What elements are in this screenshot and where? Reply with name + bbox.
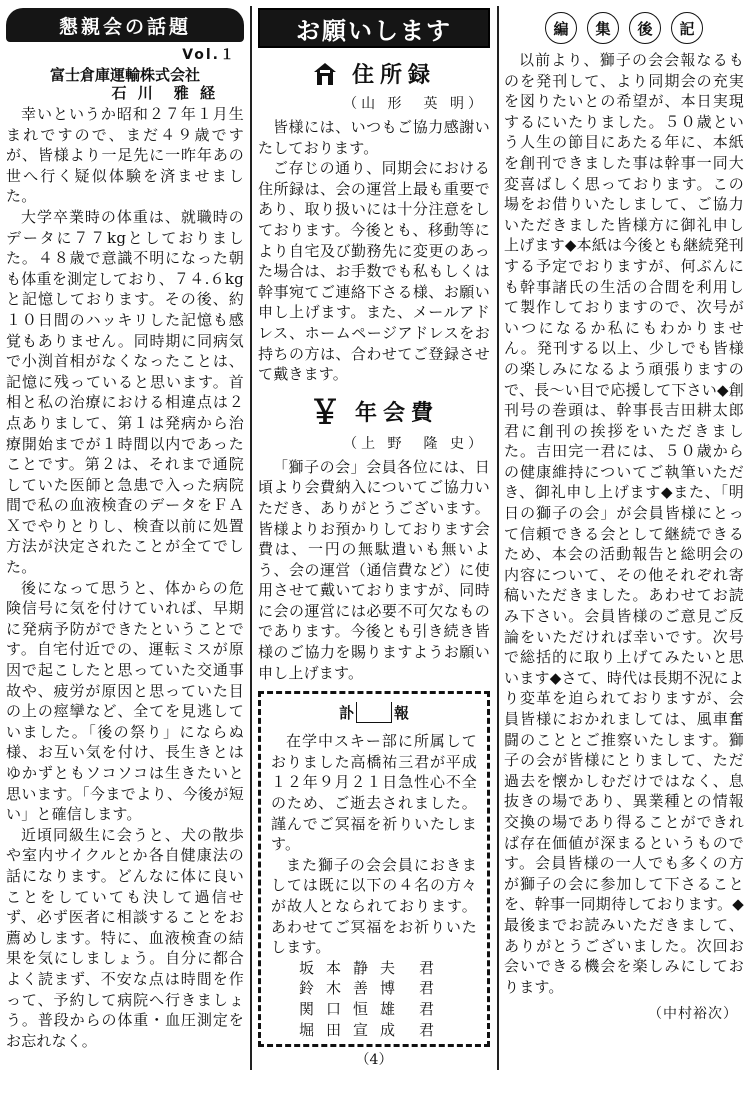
fee-title: 年会費: [355, 401, 440, 427]
obituary-heading-left: 訃: [338, 704, 354, 723]
deceased-item: [299, 999, 477, 1020]
author-company: 富士倉庫運輸株式会社: [49, 66, 200, 84]
obituary-paragraph: 在学中スキー部に所属しておりました高橋祐三君が平成１２年９月２１日急性心不全のため、ご逝去されました。謹んでご冥福を祈りいたします。: [271, 732, 477, 854]
article-paragraph: 幸いというか昭和２７年１月生まれですので、まだ４９歳ですが、皆様より一足先に一昨年あの世へ行く疑似体験を済ませました。: [6, 105, 244, 206]
yen-icon: ￥: [308, 392, 341, 431]
title-char: 後: [629, 12, 661, 44]
obituary-heading: [271, 702, 477, 723]
name-suffix: 君: [419, 958, 435, 977]
house-icon: [312, 61, 338, 87]
column-right: [504, 8, 744, 1023]
title-char: 編: [545, 12, 577, 44]
deceased-name: 堀田宣成: [299, 1020, 408, 1039]
column-middle: [258, 8, 490, 1069]
article-paragraph: 近頃同級生に会うと、犬の散歩や室内サイクルとか各自健康法の話になります。どんなに体に良いことをしていても決して過信せず、必ず医者に相談することをお薦めします。特に、血液検査の結果を気にしましょう。自分に都合よく読まず、不安な点は時間を作って、予約して病院へ行きましょう。普段からの体重・血圧測定をお忘れなく。: [6, 825, 244, 1050]
address-byline: （山 形 英 明）: [343, 96, 486, 112]
deceased-name: 関口恒雄: [299, 999, 408, 1018]
author-name: 石 川 雅 経: [111, 84, 218, 102]
deceased-item: [299, 1020, 477, 1041]
deceased-item: [299, 978, 477, 999]
deceased-item: [299, 958, 477, 979]
column-divider: [497, 6, 499, 1070]
column-divider: [250, 6, 252, 1070]
request-banner-text: お願いします: [296, 16, 452, 45]
address-section-title: [258, 58, 490, 89]
article-paragraph: 大学卒業時の体重は、就職時のデータに７７kgとしておりました。４８歳で意識不明になった朝も体重を測定しており、７４.６kgと記憶しております。その後、約１０日間のハッキリした記憶も感覚もありません。同時期に同病気で小渕首相がなくなったことは、記憶に残っていると思います。首相と私の治療における相違点は２点ありまして、第１は発病から治療開始までが１時間以内であったことです。第２は、それまで通院していた医師と急患で入った病院間で私の血液検査のデータをＦＡＸでやりとりし、検査以前に処置方法が決定されたことが全てでした。: [6, 207, 244, 577]
address-paragraph: ご存じの通り、同期会における住所録は、会の運営上最も重要であり、取り扱いには十分注意をしております。今後とも、移動等により自宅及び勤務先に変更のあった場合は、お手数でも私もしくは幹事宛てご連絡下さる様、お願い申し上げます。また、メールアドレス、ホームページアドレスをお持ちの方は、合わせてご登録させて戴きます。: [258, 159, 490, 384]
fee-paragraph: 「獅子の会」会員各位には、日頃より会費納入についてご協力いただき、ありがとうございます。皆様よりお預かりしております会費は、一円の無駄遣いも無いよう、会の運営（通信費など）に使用させて戴いておりますが、同時に会の運営には必要不可欠なものであります。今後とも引き続き皆様のご協力を賜りますようお願い申し上げます。: [258, 457, 490, 682]
address-title: 住所録: [351, 63, 436, 88]
column-left: [6, 8, 244, 1051]
obituary-box: [258, 691, 490, 1047]
deceased-name: 坂本静夫: [299, 958, 408, 977]
page-number: （4）: [355, 1052, 393, 1069]
title-char: 記: [671, 12, 703, 44]
name-suffix: 君: [419, 999, 435, 1018]
name-suffix: 君: [419, 979, 435, 998]
series-banner-text: 懇親会の話題: [58, 15, 191, 38]
name-suffix: 君: [419, 1020, 435, 1039]
obituary-heading-right: 報: [394, 704, 410, 723]
editor-note-title: [504, 12, 744, 44]
fee-byline: （上 野 隆 史）: [343, 435, 486, 452]
request-banner: [258, 8, 490, 48]
editor-note-paragraph: 以前より、獅子の会会報なるものを発刊して、より同期会の充実を図りたいとの希望が、本日実現するにいたりました。５０歳という人生の節目にあたる年に、本紙を創刊できました事は幹事一同大変喜ばしく思っております。この場をお借りいたしまして、ご協力いただきました皆様方に御礼申し上げます◆本紙は今後とも継続発刊する予定でおりますが、何ぶんにも幹事諸氏の生活の合間を利用して製作しておりますので、次号がいつになるか私にもわかりません。発刊する以上、少しでも皆様の楽しみになるよう頑張りますので、長～い目で応援して下さい◆創刊号の巻頭は、幹事長吉田耕太郎君に創刊の挨拶をいただきました。吉田完一君には、５０歳からの健康維持についてご執筆いただき、御礼申し上げます◆また、「明日の獅子の会」が会員皆様にとって信頼できる会として継続できるため、本会の活動報告と総明会の内容について、その他それぞれ寄稿いただきました。あわせてお読み下さい。会員皆様のご意見ご反論をいただければ幸いです。次号で総括的に取り上げてみたいと思います◆さて、時代は長期不況により変革を迫られておりますが、会員皆様におかれましては、風車奮闘のこととご推察いたします。獅子の会が皆様にとりまして、ただ過去を懐かしむだけではなく、息抜きの場であり、異業種との情報交換の場であり得ることができれば存在価値が深まるというものです。会員皆様の一人でも多くの方が獅子の会に参加して下さることを、幹事一同期待しております。◆最後までお読みいただきまして、ありがとうございました。次回お会いできる機会を楽しみにしております。: [504, 51, 744, 996]
title-char: 集: [587, 12, 619, 44]
article-paragraph: 後になって思うと、体からの危険信号に気を付けていれば、早期に発病予防ができたということです。自宅付近での、運転ミスが原因で起こしたと思っていた交通事故や、疲労が原因と思っていた目の上の痙攣など、全てを見逃していました。「後の祭り」にならぬ様、お互い気を付け、長生きとはゆかずともソコソコは生きたいと思います。「今までより、今後が短い」と確信します。: [6, 578, 244, 824]
editor-signature: （中村裕次）: [648, 1006, 738, 1023]
heading-bracket: [356, 702, 392, 723]
deceased-list: [299, 958, 477, 1040]
series-banner: [6, 8, 244, 42]
deceased-name: 鈴木善博: [299, 979, 408, 998]
obituary-paragraph: また獅子の会会員におきましては既に以下の４名の方々が故人となられております。あわせてご冥福をお祈りいたします。: [271, 855, 477, 957]
fee-section-title: [258, 392, 490, 431]
volume-number: Vol.１: [182, 47, 236, 63]
address-paragraph: 皆様には、いつもご協力感謝いたしております。: [258, 118, 490, 157]
